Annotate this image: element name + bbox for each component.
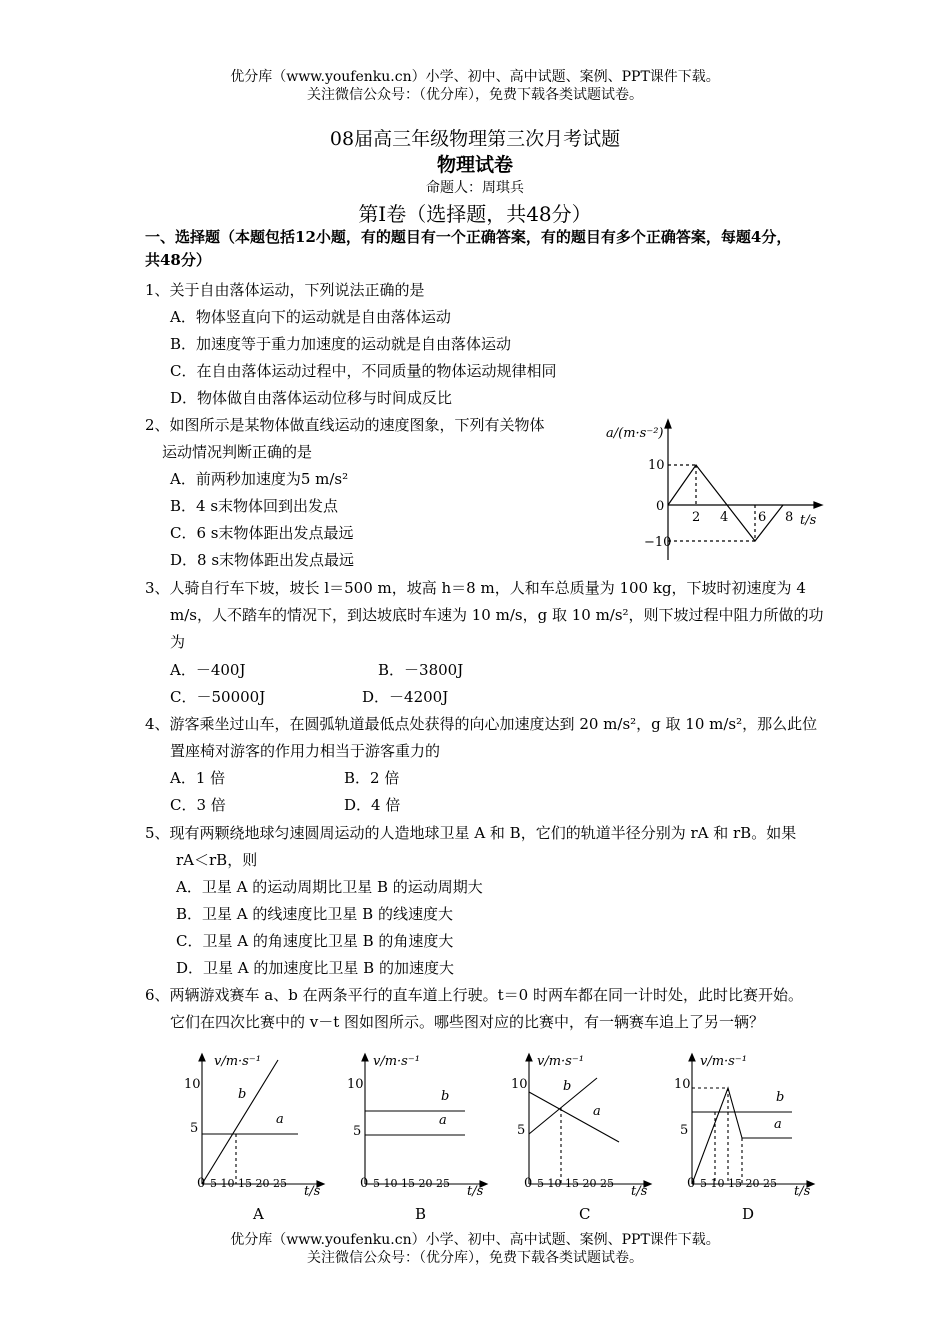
q4-line-2: 置座椅对游客的作用力相当于游客重力的: [170, 742, 441, 760]
q6d-origin: 0: [687, 1176, 696, 1191]
q6b-ylabel: v/m·s⁻¹: [373, 1054, 420, 1069]
q6b-y5: 5: [353, 1124, 362, 1139]
q6d-label-b: b: [776, 1090, 785, 1105]
q2-stem-2: 运动情况判断正确的是: [162, 443, 313, 461]
q2-y-arrow: [665, 420, 671, 428]
q6-graph-b: [333, 1048, 493, 1228]
q3-line-2: m/s，人不踏车的情况下，到达坡底时车速为 10 m/s，g 取 10 m/s²，则下坡过程中阻力所做的功: [170, 606, 824, 624]
q5-option-b: B．卫星 A 的线速度比卫星 B 的线速度大: [176, 905, 453, 923]
q2-stem-1: 2、如图所示是某物体做直线运动的速度图象，下列有关物体: [145, 416, 545, 434]
q6a-xticks: 5 10 15 20 25: [210, 1177, 287, 1190]
q6a-ylabel: v/m·s⁻¹: [214, 1054, 261, 1069]
q5-line-1: 5、现有两颗绕地球匀速圆周运动的人造地球卫星 A 和 B，它们的轨道半径分别为 rA 和 rB。如果: [145, 824, 797, 842]
q6d-caption: D: [742, 1205, 755, 1223]
part-title: 第Ⅰ卷（选择题，共48分）: [358, 202, 592, 226]
q6a-line-b: [202, 1060, 278, 1184]
q1-option-a: A．物体竖直向下的运动就是自由落体运动: [170, 308, 451, 326]
q6a-label-b: b: [238, 1087, 247, 1102]
q1-option-c: C．在自由落体运动过程中，不同质量的物体运动规律相同: [170, 362, 557, 380]
q5-option-d: D．卫星 A 的加速度比卫星 B 的加速度大: [176, 959, 454, 977]
q6b-xlabel: t/s: [467, 1184, 484, 1199]
q3-line-3: 为: [170, 633, 186, 651]
q2-x-arrow: [814, 502, 822, 508]
q2-x-2: 2: [692, 510, 701, 525]
q2-ylabel: a/(m·s⁻²): [606, 426, 664, 441]
q2-graph-line: [668, 465, 783, 541]
q6-line-2: 它们在四次比赛中的 v－t 图如图所示。哪些图对应的比赛中，有一辆赛车追上了另一辆？: [170, 1013, 765, 1031]
q6c-label-a: a: [593, 1104, 601, 1119]
footer-line-1: 优分库（www.youfenku.cn）小学、初中、高中试题、案例、PPT课件下载。: [230, 1232, 720, 1248]
q3-option-d: D．－4200J: [362, 688, 449, 706]
section-heading-line-1: 一、选择题（本题包括12小题，有的题目有一个正确答案，有的题目有多个正确答案，每题4分，: [145, 228, 792, 246]
q6-graph-a: [170, 1048, 330, 1228]
q6d-xlabel: t/s: [794, 1184, 811, 1199]
q6a-caption: A: [253, 1205, 264, 1223]
q3-option-c: C．－50000J: [170, 688, 266, 706]
q2-graph: [600, 418, 830, 568]
q6a-origin: 0: [197, 1176, 206, 1191]
q1-option-b: B．加速度等于重力加速度的运动就是自由落体运动: [170, 335, 512, 353]
q6c-caption: C: [579, 1205, 591, 1223]
section-heading-line-2: 共48分）: [145, 251, 211, 269]
q6a-xlabel: t/s: [304, 1184, 321, 1199]
q3-option-a: A．－400J: [170, 661, 246, 679]
q6b-origin: 0: [360, 1176, 369, 1191]
q1-stem: 1、关于自由落体运动，下列说法正确的是: [145, 281, 425, 299]
q6d-label-a: a: [774, 1117, 782, 1132]
q5-option-a: A．卫星 A 的运动周期比卫星 B 的运动周期大: [176, 878, 483, 896]
q1-option-d: D．物体做自由落体运动位移与时间成反比: [170, 389, 453, 407]
q3-line-1: 3、人骑自行车下坡，坡长 l＝500 m，坡高 h＝8 m，人和车总质量为 100 kg，下坡时初速度为 4: [145, 579, 806, 597]
q6d-y10: 10: [674, 1077, 691, 1092]
q3-option-b: B．－3800J: [378, 661, 464, 679]
exam-author: 命题人：周琪兵: [426, 180, 524, 196]
q4-line-1: 4、游客乘坐过山车，在圆弧轨道最低点处获得的向心加速度达到 20 m/s²，g 取 10 m/s²，那么此位: [145, 715, 818, 733]
header-line-2: 关注微信公众号：（优分库），免费下载各类试题试卷。: [307, 87, 643, 103]
q6c-line-a: [529, 1092, 619, 1142]
q6c-y10: 10: [511, 1077, 528, 1092]
exam-title: 08届高三年级物理第三次月考试题: [329, 128, 621, 150]
q6a-y10: 10: [184, 1077, 201, 1092]
q6d-ylabel: v/m·s⁻¹: [700, 1054, 747, 1069]
q4-option-b: B．2 倍: [344, 769, 400, 787]
q6c-y5: 5: [517, 1123, 526, 1138]
q6b-xticks: 5 10 15 20 25: [373, 1177, 450, 1190]
q4-option-d: D．4 倍: [344, 796, 401, 814]
q6b-caption: B: [415, 1205, 427, 1223]
q2-x-6: 6: [758, 510, 767, 525]
q6-graph-d: [660, 1048, 820, 1228]
q6b-label-a: a: [439, 1113, 447, 1128]
q6d-xticks: 5 10 15 20 25: [700, 1177, 777, 1190]
q6a-y5: 5: [190, 1121, 199, 1136]
q6c-xlabel: t/s: [631, 1184, 648, 1199]
q2-y-10: 10: [648, 458, 665, 473]
q2-option-a: A．前两秒加速度为5 m/s²: [170, 470, 349, 488]
q6c-xticks: 5 10 15 20 25: [537, 1177, 614, 1190]
q6c-label-b: b: [563, 1079, 572, 1094]
q2-xlabel: t/s: [800, 513, 817, 528]
q5-option-c: C．卫星 A 的角速度比卫星 B 的角速度大: [176, 932, 454, 950]
q2-option-d: D．8 s末物体距出发点最远: [170, 551, 355, 569]
exam-subtitle: 物理试卷: [436, 154, 513, 176]
q2-x-8: 8: [785, 510, 794, 525]
q6c-ylabel: v/m·s⁻¹: [537, 1054, 584, 1069]
q4-option-a: A．1 倍: [170, 769, 226, 787]
q4-option-c: C．3 倍: [170, 796, 226, 814]
q6-line-1: 6、两辆游戏赛车 a、b 在两条平行的直车道上行驶。t＝0 时两车都在同一计时处，此时比赛开始。: [145, 986, 803, 1004]
footer-line-2: 关注微信公众号：（优分库），免费下载各类试题试卷。: [307, 1250, 643, 1266]
q6c-origin: 0: [524, 1176, 533, 1191]
q6b-y10: 10: [347, 1077, 364, 1092]
q2-y-neg10: −10: [644, 535, 672, 550]
header-line-1: 优分库（www.youfenku.cn）小学、初中、高中试题、案例、PPT课件下载。: [230, 69, 720, 85]
q6b-label-b: b: [441, 1089, 450, 1104]
q6a-label-a: a: [276, 1112, 284, 1127]
q6d-y5: 5: [680, 1123, 689, 1138]
q5-line-2: rA＜rB，则: [176, 851, 258, 869]
q6-graph-c: [497, 1048, 657, 1228]
q2-x-4: 4: [720, 510, 729, 525]
q2-y-0: 0: [656, 499, 665, 514]
q2-option-c: C．6 s末物体距出发点最远: [170, 524, 354, 542]
q2-option-b: B．4 s末物体回到出发点: [170, 497, 339, 515]
